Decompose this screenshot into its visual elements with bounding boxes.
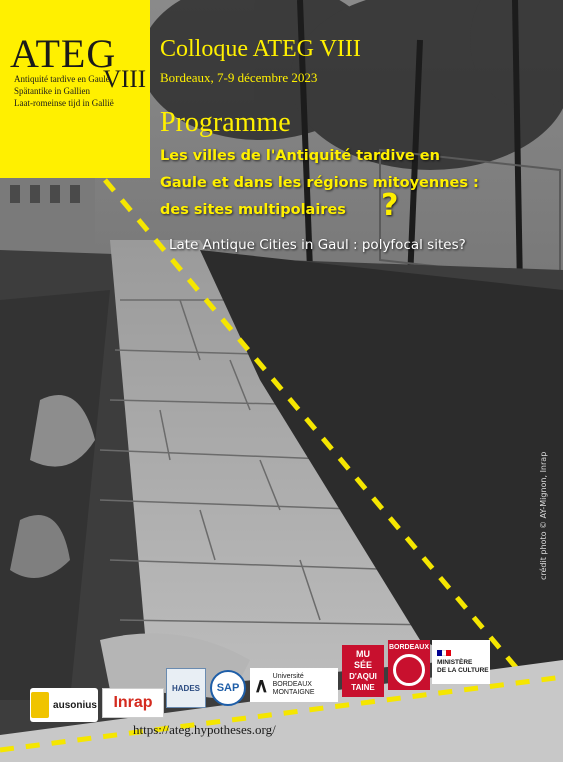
musee-aquitaine-logo (342, 645, 384, 697)
bordeaux-crest-icon (393, 654, 425, 686)
subtitle-line-3: des sites multipolaires (160, 202, 346, 218)
logo-line-fr: Antiquité tardive en Gaule (14, 74, 110, 84)
sap-logo (210, 670, 246, 706)
colloque-title: Colloque ATEG VIII (160, 36, 361, 62)
programme-heading: Programme (160, 107, 291, 138)
logo-line-nl: Laat-romeinse tijd in Gallië (14, 98, 114, 108)
musee-line-2: SÉE (353, 660, 372, 670)
ausonius-mark-icon (31, 692, 49, 718)
logo-title: ATEG (10, 31, 117, 76)
sap-label: SAP (216, 682, 240, 694)
photo-credit: crédit photo © AY-Mignon, Inrap (539, 451, 548, 580)
hades-logo (166, 668, 206, 708)
musee-line-1: MU (356, 649, 370, 659)
ausonius-logo (30, 688, 98, 722)
bordeaux-logo (388, 640, 430, 690)
musee-line-3: D'AQUI (349, 672, 377, 681)
subtitle-line-1: Les villes de l'Antiquité tardive en (160, 148, 440, 164)
logo-line-de: Spätantike in Gallien (14, 86, 90, 96)
ateg-logo-box (0, 0, 150, 178)
ubm-line-1: Université (272, 673, 304, 680)
event-date: Bordeaux, 7-9 décembre 2023 (160, 70, 318, 85)
inrap-label: Inrap (113, 694, 153, 711)
ministere-culture-logo (432, 640, 490, 684)
ubm-line-2: BORDEAUX (272, 681, 312, 688)
website-url[interactable]: https://ateg.hypotheses.org/ (133, 722, 276, 737)
question-mark: ? (381, 188, 399, 223)
ministere-line-2: DE LA CULTURE (437, 666, 489, 674)
ubm-mark-icon: ∧ (254, 674, 269, 697)
english-subtitle: Late Antique Cities in Gaul : polyfocal sites? (169, 237, 466, 253)
hades-label: HADES (171, 683, 200, 693)
french-flag-icon (437, 650, 451, 656)
ministere-line-1: MINISTÈRE (437, 658, 473, 666)
inrap-logo (102, 688, 164, 718)
logo-roman-numeral: VIII (103, 66, 147, 93)
ausonius-label: ausonius (53, 699, 97, 711)
musee-line-4: TAINE (351, 683, 375, 692)
ubm-logo (250, 668, 338, 702)
ubm-line-3: MONTAIGNE (272, 689, 315, 696)
bordeaux-label: BORDEAUX (388, 644, 430, 651)
subtitle-line-2: Gaule et dans les régions mitoyennes : (160, 175, 479, 191)
